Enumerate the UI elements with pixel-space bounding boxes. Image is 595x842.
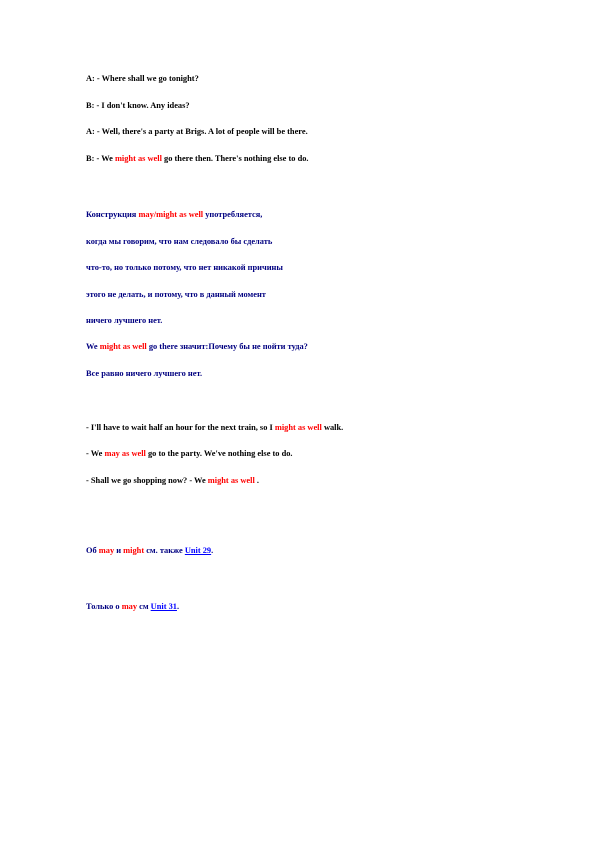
reference-text: см <box>137 602 151 611</box>
highlight-phrase: might as well <box>207 476 255 485</box>
dialogue-line-3: A: - Well, there's a party at Brigs. A lot of people will be there. <box>86 127 308 136</box>
reference-text: см. также <box>144 546 185 555</box>
reference-text: и <box>114 546 124 555</box>
explanation-line-1 <box>86 210 262 220</box>
explanation-line-3: что-то, но только потому, что нет никакой причины <box>86 263 283 272</box>
highlight-phrase: might as well <box>114 154 162 163</box>
explanation-line-7: Все равно ничего лучшего нет. <box>86 369 203 378</box>
highlight-phrase: might as well <box>99 342 147 351</box>
example-line-3-end: . <box>254 476 259 485</box>
explanation-line-4: этого не делать, и потому, что в данный момент <box>86 290 266 299</box>
example-line-1-start: - I'll have to wait half an hour for the next train, so I <box>86 423 275 432</box>
explanation-line-1-start: Конструкция <box>86 210 139 219</box>
explanation-line-1-end: употребляется, <box>203 210 263 219</box>
unit-29-link[interactable]: Unit 29 <box>184 546 212 555</box>
explanation-line-6-end: go there значит:Почему бы не пойти туда? <box>146 342 308 351</box>
dialogue-line-4-end: go there then. There's nothing else to do. <box>161 154 309 163</box>
highlight-phrase: may/might as well <box>138 210 204 219</box>
dialogue-line-1: A: - Where shall we go tonight? <box>86 74 199 83</box>
explanation-line-6-start: We <box>86 342 100 351</box>
dialogue-line-4 <box>86 154 309 164</box>
example-line-3-start: - Shall we go shopping now? - We <box>86 476 208 485</box>
example-line-1-end: walk. <box>321 423 344 432</box>
highlight-phrase: might as well <box>274 423 322 432</box>
highlight-phrase: may as well <box>104 449 146 458</box>
explanation-line-6 <box>86 342 308 352</box>
reference-text: Об <box>86 546 99 555</box>
example-line-2 <box>86 449 293 459</box>
reference-line-1 <box>86 546 213 556</box>
dialogue-line-4-start: B: - We <box>86 154 115 163</box>
reference-line-2 <box>86 602 179 612</box>
explanation-line-2: когда мы говорим, что нам следовало бы сделать <box>86 237 273 246</box>
example-line-2-start: - We <box>86 449 105 458</box>
dialogue-line-2: B: - I don't know. Any ideas? <box>86 101 190 110</box>
reference-text: . <box>176 602 180 611</box>
reference-text: Только о <box>86 602 122 611</box>
example-line-2-end: go to the party. We've nothing else to do. <box>145 449 293 458</box>
highlight-word-might: might <box>123 546 145 555</box>
example-line-1 <box>86 423 343 433</box>
reference-text: . <box>211 546 214 555</box>
explanation-line-5: ничего лучшего нет. <box>86 316 163 325</box>
unit-31-link[interactable]: Unit 31 <box>150 602 177 611</box>
example-line-3 <box>86 476 259 486</box>
highlight-word-may: may <box>98 546 115 555</box>
highlight-word-may: may <box>121 602 138 611</box>
